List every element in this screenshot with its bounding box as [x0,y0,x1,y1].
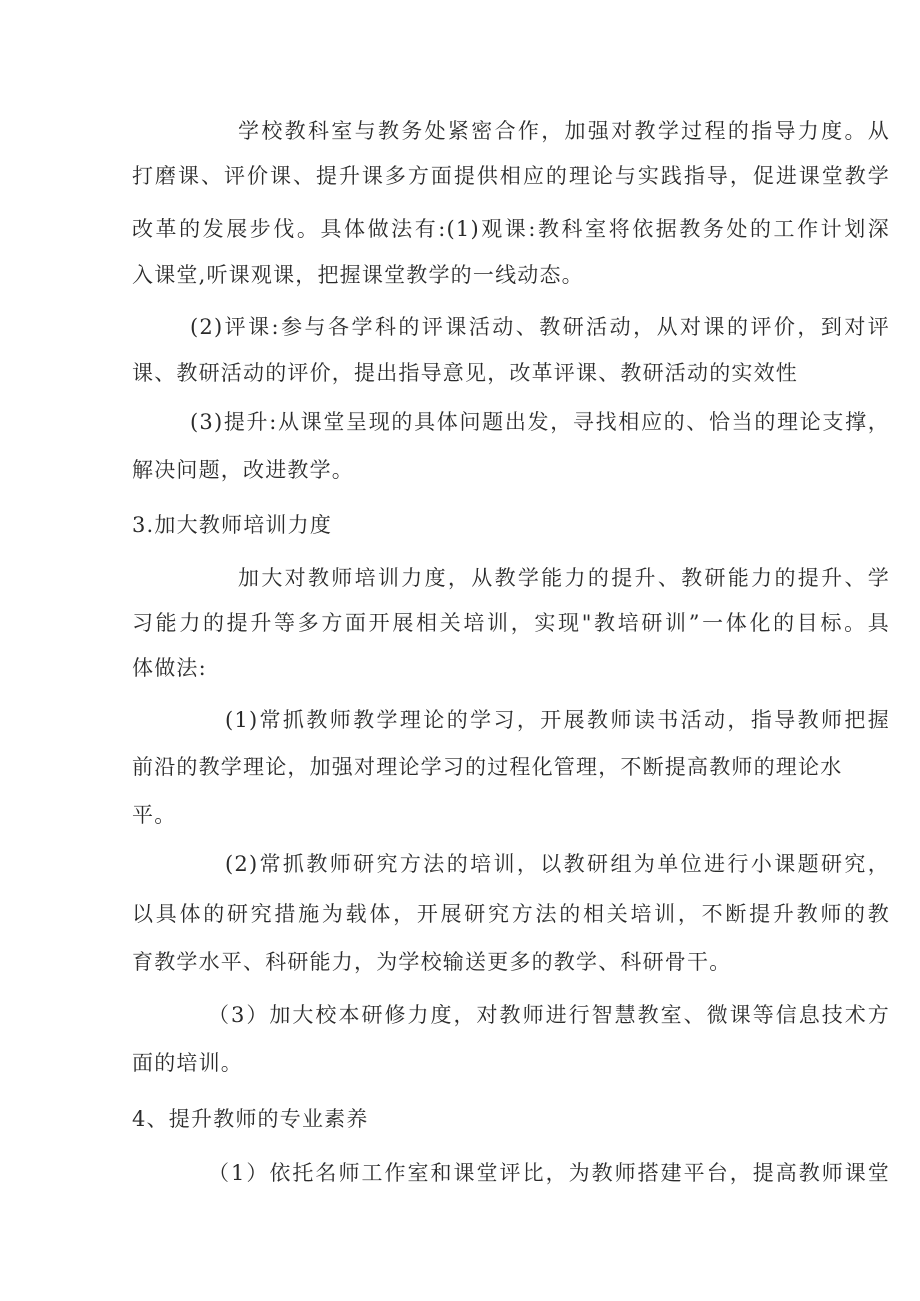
text-line: (2)评课:参与各学科的评课活动、教研活动，从对课的评价，到对评 [190,315,890,339]
text-line: 学校教科室与教务处紧密合作，加强对教学过程的指导力度。从 [238,119,890,143]
text-line: 习能力的提升等多方面开展相关培训，实现"教培研训”一体化的目标。具 [132,611,890,635]
text-line: 面的培训。 [132,1051,243,1075]
text-line: 以具体的研究措施为载体，开展研究方法的相关培训，不断提升教师的教 [132,902,890,926]
text-line: 课、教研活动的评价，提出指导意见，改革评课、教研活动的实效性 [132,361,798,385]
text-line: 解决问题，改进教学。 [132,458,354,482]
section-heading: 4、提升教师的专业素养 [132,1107,369,1131]
text-line: 前沿的教学理论，加强对理论学习的过程化管理，不断提高教师的理论水 [132,755,843,779]
text-line: （1）依托名师工作室和课堂评比，为教师搭建平台，提高教师课堂 [208,1161,890,1185]
text-line: （3）加大校本研修力度，对教师进行智慧教室、微课等信息技术方 [208,1003,890,1027]
text-line: (3)提升:从课堂呈现的具体问题出发，寻找相应的、恰当的理论支撑， [190,410,890,434]
text-line: (2)常抓教师研究方法的培训，以教研组为单位进行小课题研究， [225,852,890,876]
text-line: 打磨课、评价课、提升课多方面提供相应的理论与实践指导，促进课堂教学 [132,164,890,188]
text-line: 育教学水平、科研能力，为学校输送更多的教学、科研骨干。 [132,950,732,974]
text-line: 平。 [132,803,177,827]
text-line: 体做法: [132,656,207,680]
text-line: (1)常抓教师教学理论的学习，开展教师读书活动，指导教师把握 [225,708,890,732]
text-line: 改革的发展步伐。具体做法有:(1)观课:教科室将依据教务处的工作计划深 [132,217,890,241]
section-heading: 3.加大教师培训力度 [132,513,333,537]
text-line: 入课堂,听课观课，把握课堂教学的一线动态。 [132,263,584,287]
text-line: 加大对教师培训力度，从教学能力的提升、教研能力的提升、学 [238,566,890,590]
